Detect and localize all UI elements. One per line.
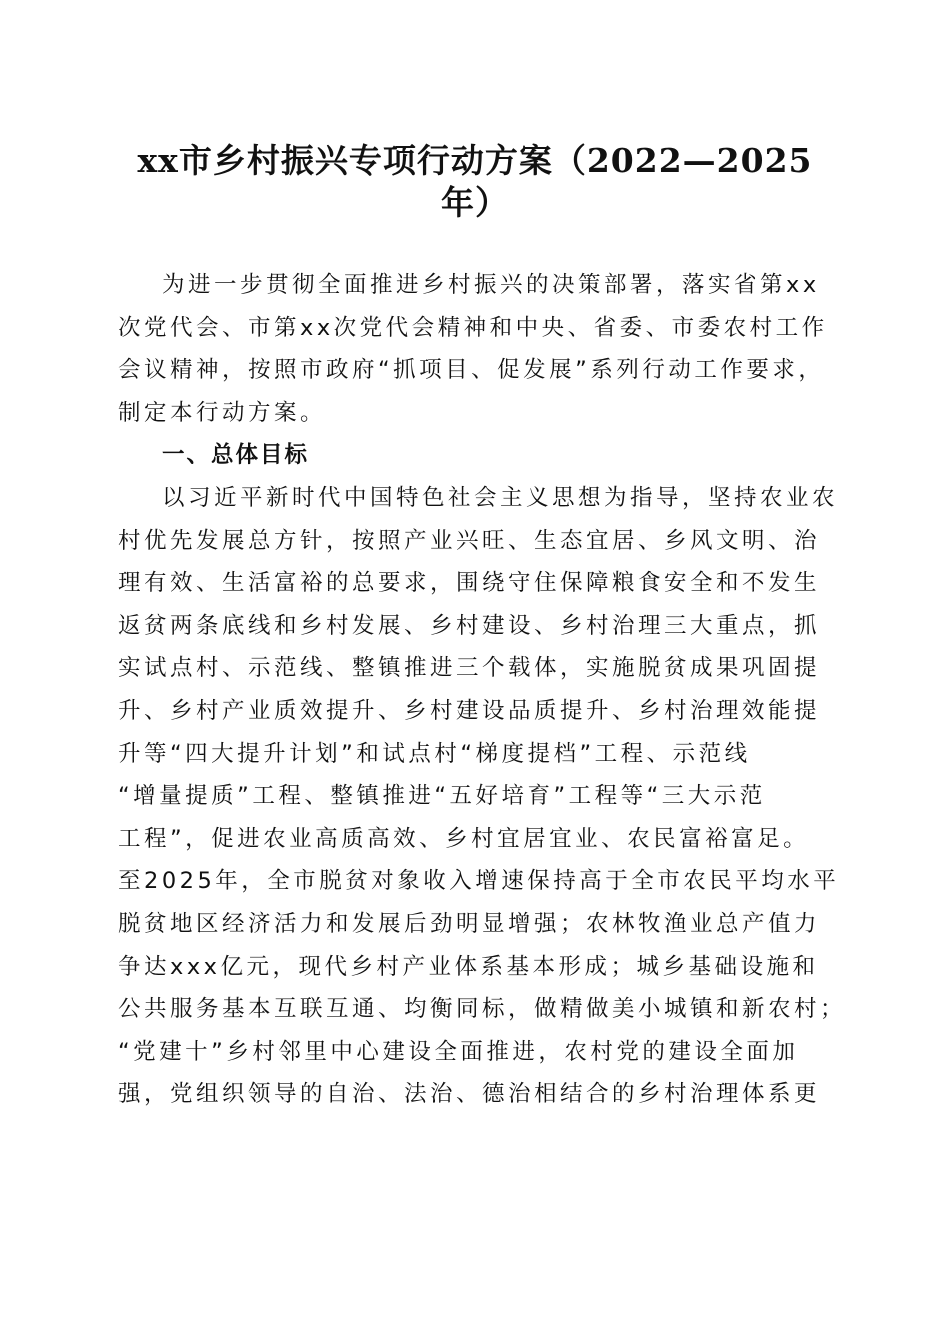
paragraph-line: 返贫两条底线和乡村发展、乡村建设、乡村治理三大重点，抓 [118,612,821,639]
paragraph-line: 会议精神，按照市政府“抓项目、促发展”系列行动工作要求， [118,357,825,384]
title-line: xx市乡村振兴专项行动方案（2022—2025 [137,141,813,180]
intro-paragraph [118,264,830,434]
paragraph-line: 争达xxx亿元，现代乡村产业体系基本形成；城乡基础设施和 [118,953,819,980]
document-title [120,140,830,224]
section-paragraph [118,477,847,1116]
paragraph-line: 理有效、生活富裕的总要求，围绕守住保障粮食安全和不发生 [118,570,821,597]
paragraph-line: 升、乡村产业质效提升、乡村建设品质提升、乡村治理效能提 [118,697,821,724]
document-body [118,264,847,1116]
paragraph-line: 以习近平新时代中国特色社会主义思想为指导，坚持农业农 [162,484,839,511]
paragraph-line: 为进一步贯彻全面推进乡村振兴的决策部署，落实省第xx [162,272,820,298]
paragraph-line: 升等“四大提升计划”和试点村“梯度提档”工程、示范线 [118,740,751,767]
section-heading: 一、总体目标 [162,442,310,469]
paragraph-line: 实试点村、示范线、整镇推进三个载体，实施脱贫成果巩固提 [118,655,821,682]
paragraph-line: 工程”，促进农业高质高效、乡村宜居宜业、农民富裕富足。 [118,825,810,852]
paragraph-line: 公共服务基本互联互通、均衡同标，做精做美小城镇和新农村； [118,996,847,1023]
paragraph-line: “增量提质”工程、整镇推进“五好培育”工程等“三大示范 [118,783,766,810]
paragraph-line: 制定本行动方案。 [118,399,327,426]
paragraph-line: 次党代会、市第xx次党代会精神和中央、省委、市委农村工作 [118,314,828,341]
paragraph-line: 脱贫地区经济活力和发展后劲明显增强；农林牧渔业总产值力 [118,910,821,937]
paragraph-line: 至2025年，全市脱贫对象收入增速保持高于全市农民平均水平 [118,868,840,895]
paragraph-line: 强，党组织领导的自治、法治、德治相结合的乡村治理体系更 [118,1081,821,1108]
paragraph-line: “党建十”乡村邻里中心建设全面推进，农村党的建设全面加 [118,1038,799,1065]
paragraph-line: 村优先发展总方针，按照产业兴旺、生态宜居、乡风文明、治 [118,527,821,554]
title-line: 年） [441,183,509,222]
